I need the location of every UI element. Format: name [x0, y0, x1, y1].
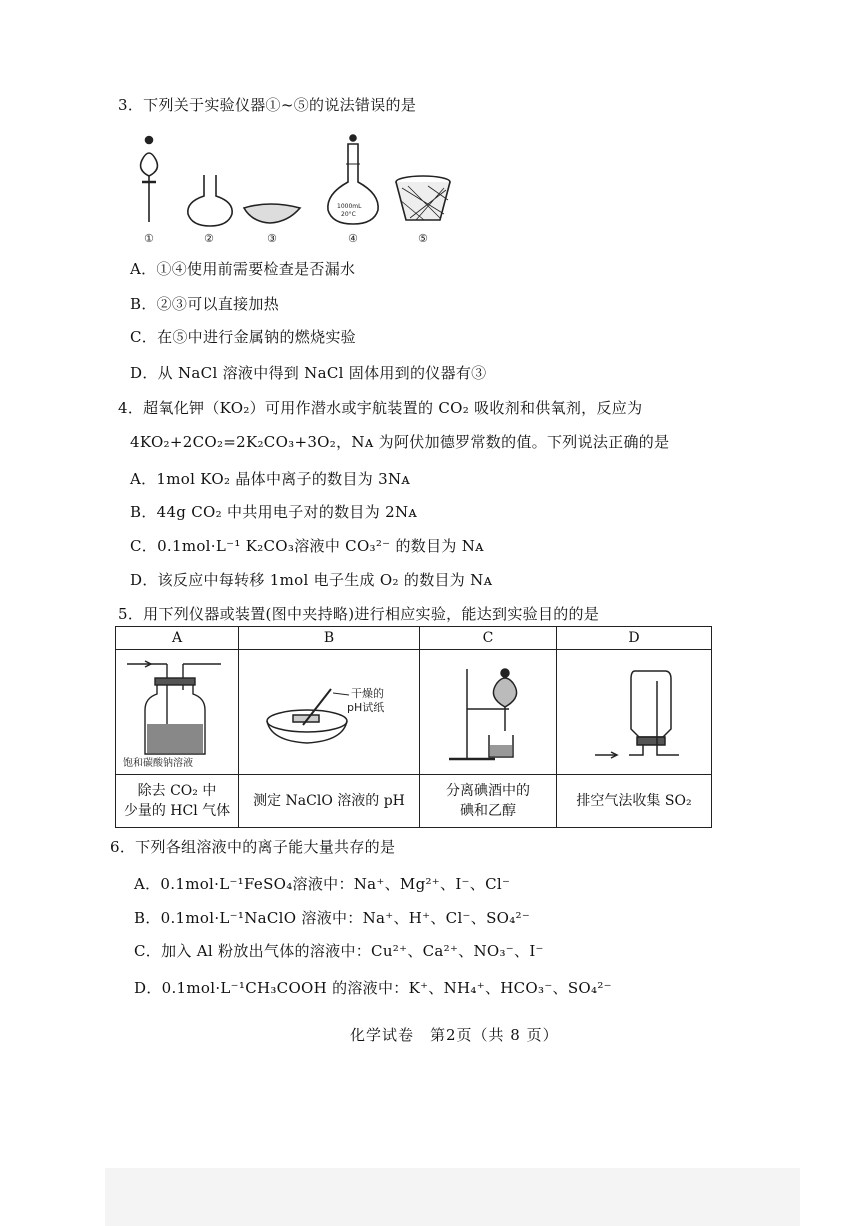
q6-stem: 6．下列各组溶液中的离子能大量共存的是: [110, 838, 396, 856]
q3-stem: 3．下列关于实验仪器①~⑤的说法错误的是: [118, 96, 417, 114]
q5-figure-c: [420, 650, 557, 775]
q5-experiment-table: [115, 626, 712, 828]
instrument-label-3: ③: [267, 232, 277, 245]
q5-stem: 5．用下列仪器或装置(图中夹持略)进行相应实验，能达到实验目的的是: [118, 605, 600, 623]
crucible-icon: [396, 176, 450, 220]
separatory-funnel-icon: [141, 137, 158, 223]
q5-caption-b-line1: 测定 NaClO 溶液的 pH: [253, 793, 405, 809]
q4-option-d: D．该反应中每转移 1mol 电子生成 O₂ 的数目为 Nᴀ: [130, 571, 493, 589]
flask-temperature-label: 20°C: [341, 211, 356, 218]
instrument-label-4: ④: [348, 232, 358, 245]
q3-option-c: C．在⑤中进行金属钠的燃烧实验: [130, 328, 356, 346]
q5-caption-a-line2: 少量的 HCl 气体: [123, 803, 231, 819]
q3-instruments: [128, 130, 468, 248]
q4-stem-line2: 4KO₂+2CO₂=2K₂CO₃+3O₂，Nᴀ 为阿伏加德罗常数的值。下列说法正确的是: [130, 433, 670, 451]
q5-figure-b: [239, 650, 420, 775]
q5-caption-c-line1: 分离碘酒中的: [446, 783, 530, 799]
flask-volume-label: 1000mL: [337, 203, 362, 210]
instrument-label-1: ①: [144, 232, 154, 245]
q6-option-c: C．加入 Al 粉放出气体的溶液中：Cu²⁺、Ca²⁺、NO₃⁻、I⁻: [134, 942, 544, 960]
separatory-funnel-setup-icon: [423, 651, 553, 769]
evaporating-dish-icon: [244, 204, 300, 223]
q5-caption-c-line2: 碘和乙醇: [460, 803, 516, 819]
instrument-label-2: ②: [204, 232, 214, 245]
q5-caption-d: [557, 775, 712, 828]
q4-stem-line1: 4．超氧化钾（KO₂）可用作潜水或宇航装置的 CO₂ 吸收剂和供氧剂，反应为: [118, 399, 643, 417]
q6-option-b: B．0.1mol·L⁻¹NaClO 溶液中：Na⁺、H⁺、Cl⁻、SO₄²⁻: [134, 909, 531, 927]
fig-a-solution-label: 饱和碳酸钠溶液: [123, 758, 193, 769]
q3-option-a: A．①④使用前需要检查是否漏水: [130, 260, 356, 278]
fig-b-label-dry: 干燥的: [351, 687, 384, 700]
q5-caption-d-line1: 排空气法收集 SO₂: [576, 793, 692, 809]
q5-figure-a: [116, 650, 239, 775]
q5-caption-c: [420, 775, 557, 828]
gas-collection-bottle-icon: [559, 651, 709, 769]
q4-option-b: B．44g CO₂ 中共用电子对的数目为 2Nᴀ: [130, 503, 418, 521]
round-flask-icon: [188, 175, 232, 226]
q4-option-a: A．1mol KO₂ 晶体中离子的数目为 3Nᴀ: [130, 470, 411, 488]
instrument-label-5: ⑤: [418, 232, 428, 245]
q5-header-b: B: [239, 627, 420, 650]
q5-figure-d: [557, 650, 712, 775]
q5-caption-a: [116, 775, 239, 828]
q4-option-c: C．0.1mol·L⁻¹ K₂CO₃溶液中 CO₃²⁻ 的数目为 Nᴀ: [130, 537, 484, 555]
ph-test-icon: [241, 655, 417, 765]
q3-option-d: D．从 NaCl 溶液中得到 NaCl 固体用到的仪器有③: [130, 364, 487, 382]
scan-shadow: [105, 1168, 800, 1226]
q5-header-c: C: [420, 627, 557, 650]
q5-caption-a-line1: 除去 CO₂ 中: [137, 783, 217, 799]
q5-header-a: A: [116, 627, 239, 650]
q5-caption-b: [239, 775, 420, 828]
gas-washing-bottle-icon: [117, 650, 237, 770]
q3-option-b: B．②③可以直接加热: [130, 295, 280, 313]
q6-option-a: A．0.1mol·L⁻¹FeSO₄溶液中：Na⁺、Mg²⁺、I⁻、Cl⁻: [134, 875, 511, 893]
q5-header-d: D: [557, 627, 712, 650]
page-footer: 化学试卷 第2页（共 8 页）: [350, 1026, 559, 1044]
fig-b-label-ph-paper: pH试纸: [347, 701, 385, 714]
q6-option-d: D．0.1mol·L⁻¹CH₃COOH 的溶液中：K⁺、NH₄⁺、HCO₃⁻、SO₄²⁻: [134, 979, 612, 997]
